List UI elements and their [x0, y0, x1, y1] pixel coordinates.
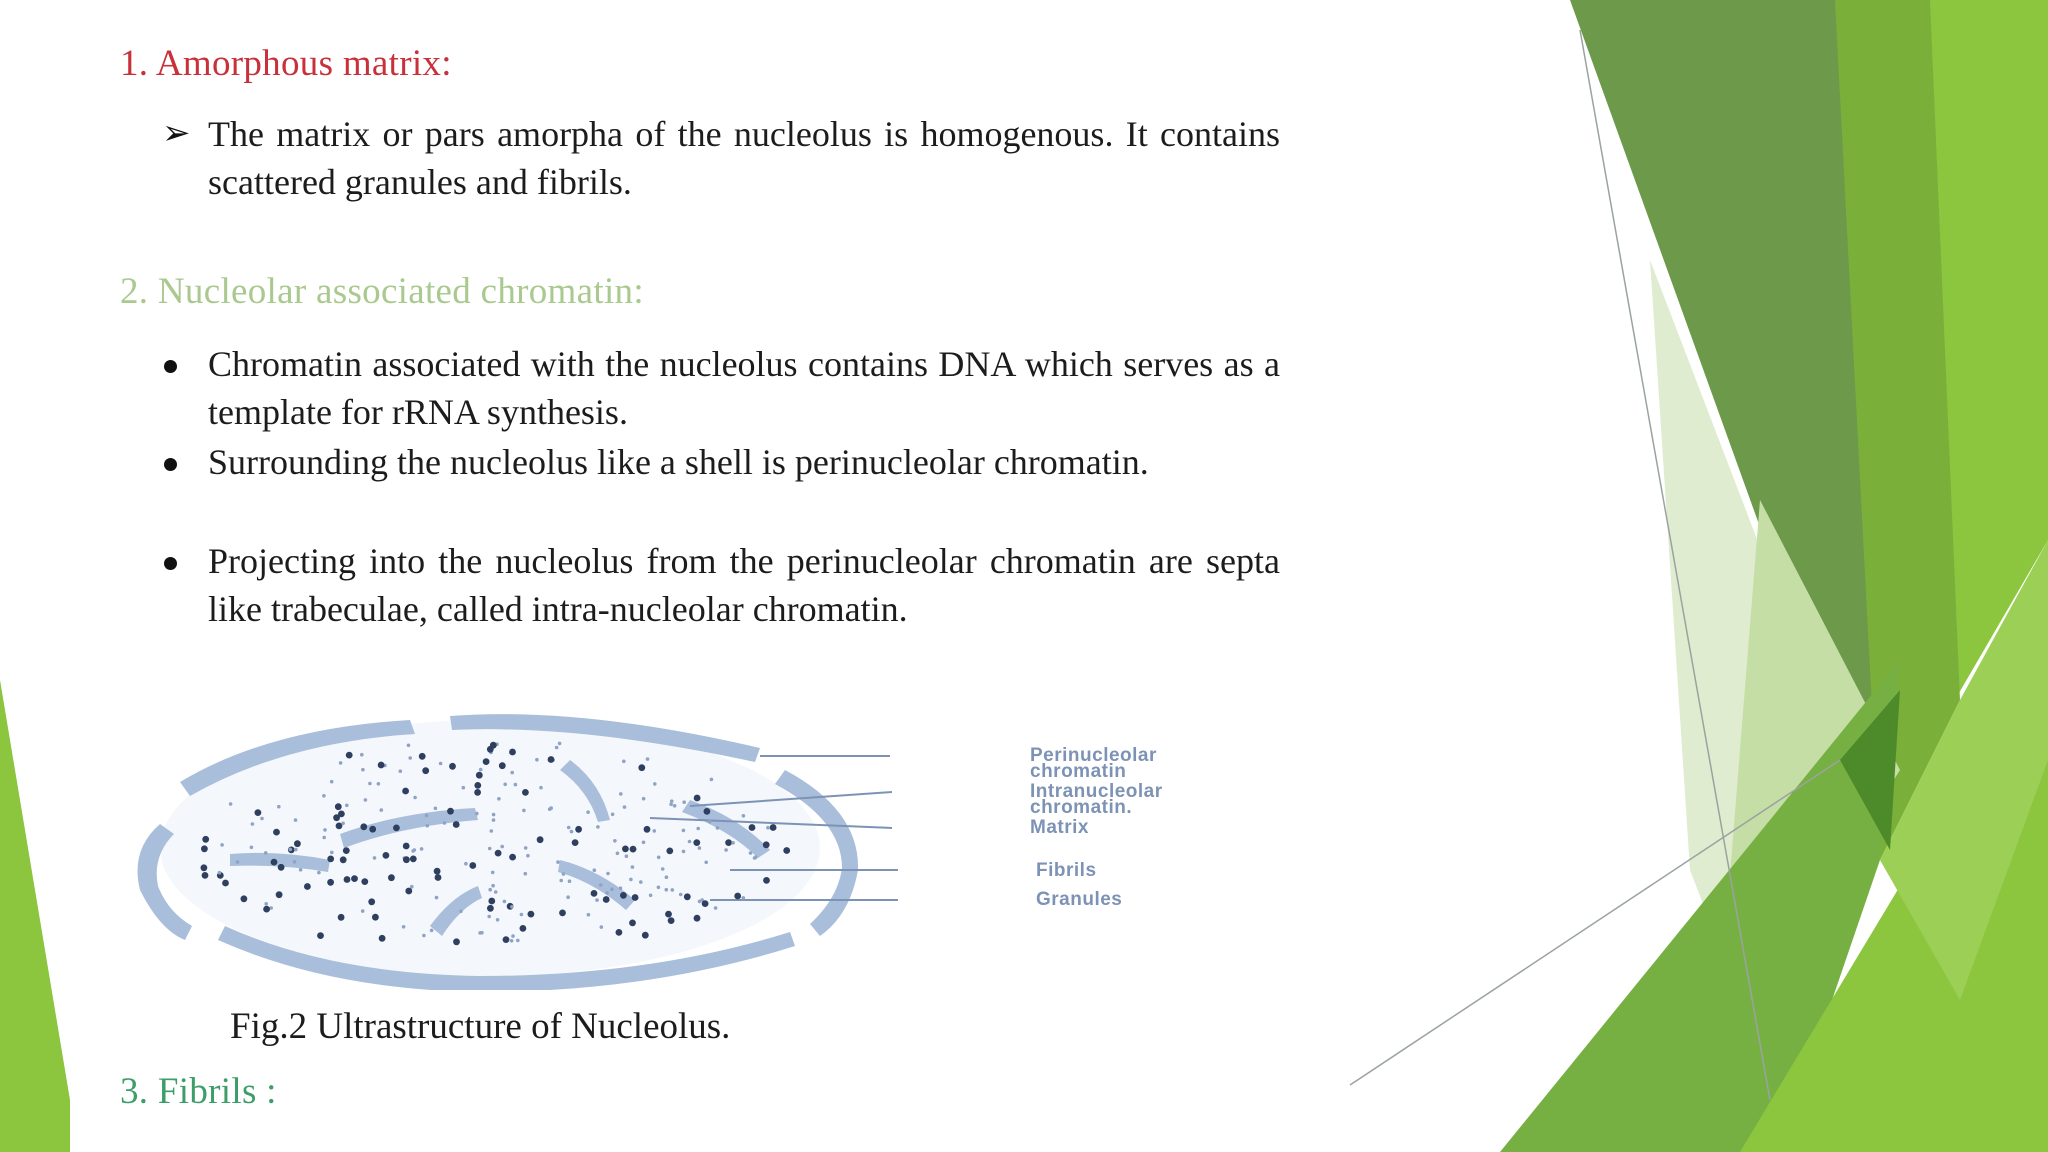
fibril — [443, 821, 447, 825]
granule — [666, 848, 673, 855]
fibril — [716, 826, 720, 830]
fibril — [754, 855, 758, 859]
granule — [490, 742, 497, 749]
fibril — [345, 804, 349, 808]
chromatin-bullet-2 — [208, 438, 1280, 486]
heading-nucleolar-chromatin: 2. Nucleolar associated chromatin: — [120, 271, 644, 312]
fibril — [682, 800, 686, 804]
fibril — [556, 860, 560, 864]
fibril — [492, 813, 496, 817]
fibril — [698, 900, 702, 904]
fibril — [682, 850, 686, 854]
label-matrix: Matrix — [1030, 817, 1089, 838]
fibril — [570, 830, 574, 834]
fibril — [322, 794, 326, 798]
granule — [360, 823, 367, 830]
fibril — [430, 929, 434, 933]
fibril — [330, 851, 334, 855]
granule — [304, 883, 311, 890]
fibril — [611, 813, 615, 817]
fibril — [377, 782, 381, 786]
fibril — [330, 780, 334, 784]
fibril — [566, 895, 570, 899]
granule — [783, 847, 790, 854]
fibril — [631, 865, 635, 869]
granule — [520, 925, 527, 932]
fibril — [535, 758, 539, 762]
granule — [449, 763, 456, 770]
nucleolus-figure — [130, 700, 1170, 990]
granule — [317, 932, 324, 939]
granule — [548, 756, 555, 763]
granule — [402, 788, 409, 795]
fibril — [503, 900, 507, 904]
granule — [276, 891, 283, 898]
granule — [202, 836, 209, 843]
granule — [343, 847, 350, 854]
fibril — [250, 846, 254, 850]
granule — [620, 892, 627, 899]
fibril — [494, 890, 498, 894]
granule — [346, 752, 353, 759]
fibril — [623, 805, 627, 809]
granule — [559, 910, 566, 917]
granule — [704, 808, 711, 815]
fibril — [682, 829, 686, 833]
granule — [644, 826, 651, 833]
granule — [770, 824, 777, 831]
fibril — [714, 906, 718, 910]
granule — [522, 789, 529, 796]
granule — [447, 808, 454, 815]
fibril — [490, 829, 494, 833]
fibril — [524, 872, 528, 876]
granule — [419, 753, 426, 760]
granule — [453, 821, 460, 828]
fibril — [229, 802, 233, 806]
heading-fibrils: 3. Fibrils : — [120, 1071, 277, 1112]
granule — [403, 843, 410, 850]
granule — [422, 767, 429, 774]
granule — [537, 836, 544, 843]
fibril — [698, 846, 702, 850]
granule — [201, 845, 208, 852]
fibril — [595, 898, 599, 902]
fibril — [475, 812, 479, 816]
fibril — [360, 753, 364, 757]
fibril — [402, 925, 406, 929]
fibril — [341, 822, 345, 826]
label-intranucleolar-line2: chromatin. — [1030, 797, 1133, 818]
fibril — [459, 910, 463, 914]
fibril — [742, 814, 746, 818]
fibril — [742, 896, 746, 900]
fibril — [503, 783, 507, 787]
granule — [495, 850, 502, 857]
fibril — [606, 872, 610, 876]
fibril — [619, 886, 623, 890]
granule — [344, 876, 351, 883]
fibril — [260, 817, 264, 821]
granule — [763, 841, 770, 848]
label-perinucleolar-line1: Perinucleolar — [1030, 745, 1157, 766]
fibril — [339, 761, 343, 765]
fibril — [605, 891, 609, 895]
fibril — [661, 867, 665, 871]
fibril — [639, 880, 643, 884]
fibril — [420, 847, 424, 851]
fibril — [688, 840, 692, 844]
fibril — [562, 872, 566, 876]
fibril — [599, 883, 603, 887]
fibril — [586, 810, 590, 814]
fibril — [568, 879, 572, 883]
fibril — [410, 885, 414, 889]
fibril — [613, 839, 617, 843]
label-intranucleolar — [1030, 781, 1163, 818]
fibril — [399, 769, 403, 773]
fibril — [462, 786, 466, 790]
granule — [734, 893, 741, 900]
fibril — [629, 878, 633, 882]
granule — [642, 932, 649, 939]
fibril — [766, 826, 770, 830]
fibril — [511, 934, 515, 938]
granule — [591, 890, 598, 897]
fibril — [514, 783, 518, 787]
granule — [474, 789, 481, 796]
fibril — [413, 796, 417, 800]
fibril — [361, 768, 365, 772]
fibril — [361, 909, 365, 913]
granule — [327, 879, 334, 886]
fibril — [426, 824, 430, 828]
granule — [369, 826, 376, 833]
granule — [241, 895, 248, 902]
fibril — [520, 913, 524, 917]
fibril — [294, 848, 298, 852]
fibril — [497, 797, 501, 801]
fibril — [665, 875, 669, 879]
fibril — [616, 852, 620, 856]
chromatin-bullet-3 — [208, 537, 1280, 633]
fibril — [649, 894, 653, 898]
left-green-wedge — [0, 680, 70, 1152]
fibril — [653, 782, 657, 786]
fibril — [425, 814, 429, 818]
granule — [368, 898, 375, 905]
fibril — [434, 807, 438, 811]
granule — [469, 862, 476, 869]
fibril — [368, 782, 372, 786]
granule — [509, 854, 516, 861]
figure-caption: Fig.2 Ultrastructure of Nucleolus. — [230, 1006, 731, 1047]
fibril — [407, 744, 411, 748]
fibril — [264, 902, 268, 906]
fibril — [587, 913, 591, 917]
granule — [202, 872, 209, 879]
granule — [763, 877, 770, 884]
granule — [509, 749, 516, 756]
granule — [333, 814, 340, 821]
arrow-bullet-icon: ➢ — [162, 115, 191, 152]
fibril — [479, 768, 483, 772]
granule — [393, 825, 400, 832]
fibril — [642, 841, 646, 845]
granule — [271, 859, 278, 866]
granule — [476, 772, 483, 779]
granule — [702, 900, 709, 907]
fibril — [411, 849, 415, 853]
fibril — [364, 798, 368, 802]
fibril — [500, 845, 504, 849]
granule — [694, 915, 701, 922]
granule — [725, 839, 732, 846]
fibril — [642, 797, 646, 801]
fibril — [380, 808, 384, 812]
fibril — [596, 825, 600, 829]
granule — [616, 929, 623, 936]
granule — [383, 852, 390, 859]
granule — [338, 914, 345, 921]
granule — [749, 824, 756, 831]
granule — [388, 874, 395, 881]
granule — [278, 864, 285, 871]
granule — [335, 803, 342, 810]
fibril — [408, 756, 412, 760]
fibril — [218, 871, 222, 875]
label-granules: Granules — [1036, 889, 1123, 910]
heading-amorphous-matrix: 1. Amorphous matrix: — [120, 43, 452, 84]
fibril — [492, 818, 496, 822]
fibril — [478, 931, 482, 935]
fibril — [749, 851, 753, 855]
fibril — [487, 915, 491, 919]
granule — [294, 840, 301, 847]
granule — [435, 874, 442, 881]
fibril — [510, 771, 514, 775]
fibril — [251, 822, 255, 826]
fibril — [653, 829, 657, 833]
fibril — [610, 887, 614, 891]
fibril — [657, 886, 661, 890]
fibril — [439, 762, 443, 766]
label-fibrils: Fibrils — [1036, 860, 1097, 881]
granule — [572, 839, 579, 846]
fibril — [277, 805, 281, 809]
fibril — [435, 896, 439, 900]
fibril — [510, 939, 514, 943]
fibril — [522, 809, 526, 813]
fibril — [696, 827, 700, 831]
fibril — [220, 843, 224, 847]
fibril — [526, 854, 530, 858]
fibril — [619, 792, 623, 796]
granule — [403, 856, 410, 863]
granule — [693, 839, 700, 846]
fibril — [600, 925, 604, 929]
fibril — [622, 760, 626, 764]
granule — [528, 911, 535, 918]
granule — [474, 782, 481, 789]
fibril — [464, 862, 468, 866]
granule — [665, 911, 672, 918]
granule — [488, 898, 495, 905]
granule — [483, 758, 490, 765]
fibril — [516, 939, 520, 943]
granule — [263, 906, 270, 913]
fibril — [289, 848, 293, 852]
fibril — [671, 888, 675, 892]
granule — [453, 938, 460, 945]
fibril — [559, 879, 563, 883]
amorphous-matrix-text: The matrix or pars amorpha of the nucleolus is homogenous. It contains scattered granules and fibrils. — [208, 114, 1280, 202]
chromatin-bullet-1 — [208, 340, 1280, 436]
granule — [222, 880, 229, 887]
fibril — [673, 804, 677, 808]
fibril — [496, 918, 500, 922]
granule — [372, 914, 379, 921]
granule — [487, 905, 494, 912]
label-perinucleolar — [1030, 745, 1157, 782]
granule — [255, 809, 262, 816]
granule — [379, 935, 386, 942]
granule — [632, 894, 639, 901]
fibril — [491, 884, 495, 888]
fibril — [625, 854, 629, 858]
fibril — [731, 841, 735, 845]
fibril — [264, 851, 268, 855]
fibril — [488, 847, 492, 851]
chromatin-bullet-2-text: Surrounding the nucleolus like a shell is perinucleolar chromatin. — [208, 442, 1149, 482]
fibril — [236, 860, 240, 864]
fibril — [708, 820, 712, 824]
granule — [405, 888, 412, 895]
fibril — [299, 868, 303, 872]
fibril — [539, 786, 543, 790]
granule — [629, 920, 636, 927]
granule — [638, 764, 645, 771]
granule — [361, 878, 368, 885]
fibril — [558, 742, 562, 746]
granule — [684, 893, 691, 900]
label-intranucleolar-line1: Intranucleolar — [1030, 781, 1163, 802]
fibril — [373, 856, 377, 860]
bullet-dot-icon — [164, 360, 177, 373]
fibril — [510, 905, 514, 909]
granule — [434, 868, 441, 875]
fibril — [491, 871, 495, 875]
granule — [575, 826, 582, 833]
amorphous-matrix-bullet — [162, 110, 1280, 206]
bullet-dot-icon — [164, 458, 177, 471]
label-perinucleolar-line2: chromatin — [1030, 761, 1127, 782]
granule — [603, 896, 610, 903]
fibril — [669, 803, 673, 807]
fibril — [567, 826, 571, 830]
granule — [351, 875, 358, 882]
fibril — [679, 893, 683, 897]
granule — [503, 936, 510, 943]
fibril — [555, 746, 559, 750]
chromatin-bullet-1-text: Chromatin associated with the nucleolus contains DNA which serves as a template for rRNA synthesis. — [208, 344, 1280, 432]
granule — [273, 829, 280, 836]
granule — [622, 846, 629, 853]
granule — [668, 917, 675, 924]
fibril — [294, 818, 298, 822]
fibril — [657, 856, 661, 860]
granule — [327, 856, 334, 863]
fibril — [524, 846, 528, 850]
fibril — [704, 861, 708, 865]
fibril — [665, 888, 669, 892]
fibril — [724, 848, 728, 852]
fibril — [488, 888, 492, 892]
granule — [630, 846, 637, 853]
bullet-dot-icon — [164, 557, 177, 570]
fibril — [593, 868, 597, 872]
fibril — [549, 806, 553, 810]
fibril — [293, 860, 297, 864]
granule — [201, 864, 208, 871]
granule — [499, 762, 506, 769]
fibril — [422, 934, 426, 938]
fibril — [317, 871, 321, 875]
granule — [340, 856, 347, 863]
fibril — [670, 799, 674, 803]
nucleolus-diagram — [130, 700, 1170, 990]
fibril — [646, 757, 650, 761]
granule — [378, 762, 385, 769]
granule — [694, 795, 701, 802]
fibril — [323, 828, 327, 832]
fibril — [322, 836, 326, 840]
granule — [410, 856, 417, 863]
fibril — [710, 778, 714, 782]
chromatin-bullet-3-text: Projecting into the nucleolus from the perinucleolar chromatin are septa like trabeculae, called intra-nucleolar chromatin. — [208, 541, 1280, 629]
